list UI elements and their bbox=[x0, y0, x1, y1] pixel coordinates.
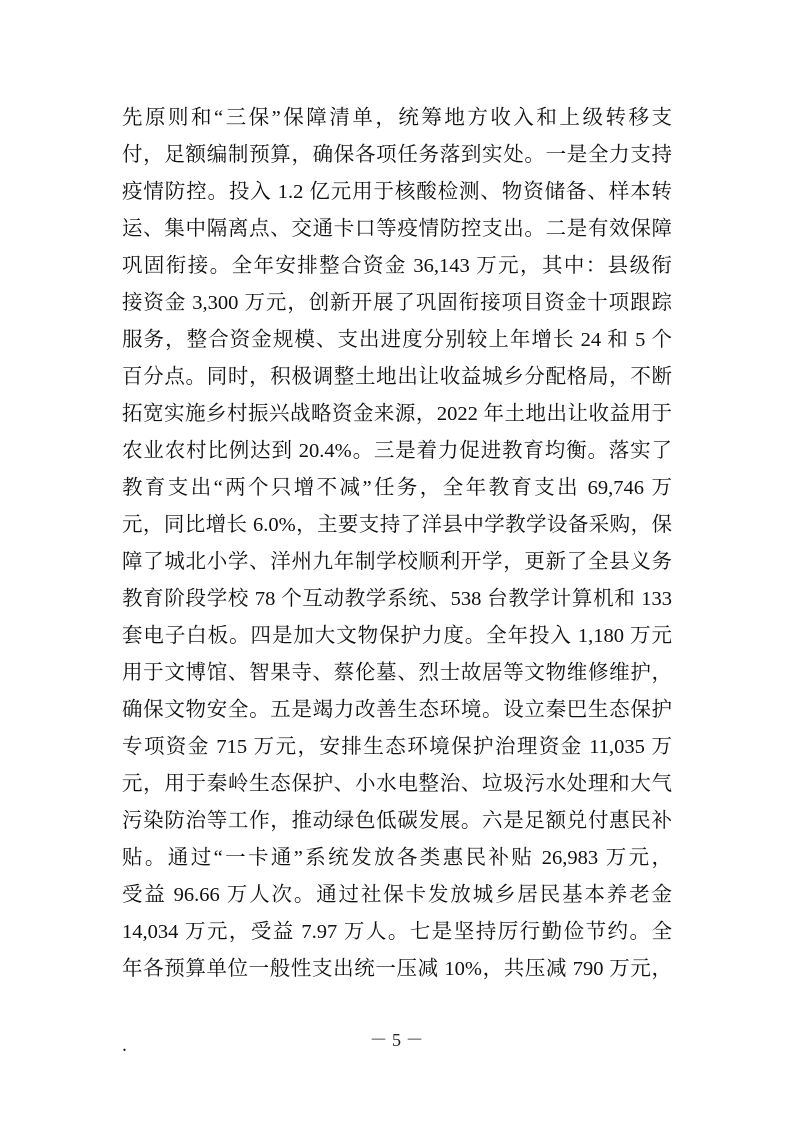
body-text-line: 元，同比增长 6.0%，主要支持了洋县中学教学设备采购，保 bbox=[122, 514, 672, 536]
body-text-line: 巩固衔接。全年安排整合资金 36,143 万元，其中：县级衔 bbox=[122, 255, 672, 277]
body-text-line: 元，用于秦岭生态保护、小水电整治、垃圾污水处理和大气 bbox=[122, 773, 672, 795]
body-text-line: 年各预算单位一般性支出统一压减 10%，共压减 790 万元， bbox=[122, 958, 672, 980]
body-text-line: 百分点。同时，积极调整土地出让收益城乡分配格局，不断 bbox=[122, 366, 672, 388]
body-text-line: 受益 96.66 万人次。通过社保卡发放城乡居民基本养老金 bbox=[122, 884, 672, 906]
body-text-line: 疫情防控。投入 1.2 亿元用于核酸检测、物资储备、样本转 bbox=[122, 181, 672, 203]
dot-mark: . bbox=[122, 1034, 127, 1056]
body-text-line: 确保文物安全。五是竭力改善生态环境。设立秦巴生态保护 bbox=[122, 699, 672, 721]
body-text-line: 教育支出“两个只增不减”任务，全年教育支出 69,746 万 bbox=[122, 477, 672, 499]
body-text-line: 障了城北小学、洋州九年制学校顺利开学，更新了全县义务 bbox=[122, 551, 672, 573]
body-text-line: 拓宽实施乡村振兴战略资金来源，2022 年土地出让收益用于 bbox=[122, 403, 672, 425]
body-text-line: 付，足额编制预算，确保各项任务落到实处。一是全力支持 bbox=[122, 144, 672, 166]
body-text-line: 贴。通过“一卡通”系统发放各类惠民补贴 26,983 万元， bbox=[122, 847, 672, 869]
body-text-line: 接资金 3,300 万元，创新开展了巩固衔接项目资金十项跟踪 bbox=[122, 292, 672, 314]
body-text-line: 14,034 万元，受益 7.97 万人。七是坚持厉行勤俭节约。全 bbox=[122, 921, 672, 943]
body-text-line: 污染防治等工作，推动绿色低碳发展。六是足额兑付惠民补 bbox=[122, 810, 672, 832]
body-text-line: 用于文博馆、智果寺、蔡伦墓、烈士故居等文物维修维护， bbox=[122, 662, 672, 684]
body-text-line: 先原则和“三保”保障清单，统筹地方收入和上级转移支 bbox=[122, 107, 672, 129]
body-text-line: 专项资金 715 万元，安排生态环境保护治理资金 11,035 万 bbox=[122, 736, 672, 758]
body-text-line: 运、集中隔离点、交通卡口等疫情防控支出。二是有效保障 bbox=[122, 218, 672, 240]
body-text-line: 服务，整合资金规模、支出进度分别较上年增长 24 和 5 个 bbox=[122, 329, 672, 351]
body-text-line: 教育阶段学校 78 个互动教学系统、538 台教学计算机和 133 bbox=[122, 588, 672, 610]
body-text-line: 农业农村比例达到 20.4%。三是着力促进教育均衡。落实了 bbox=[122, 440, 672, 462]
body-text bbox=[122, 100, 672, 988]
page-number: － 5 － bbox=[369, 1030, 424, 1050]
body-text-line: 套电子白板。四是加大文物保护力度。全年投入 1,180 万元 bbox=[122, 625, 672, 647]
